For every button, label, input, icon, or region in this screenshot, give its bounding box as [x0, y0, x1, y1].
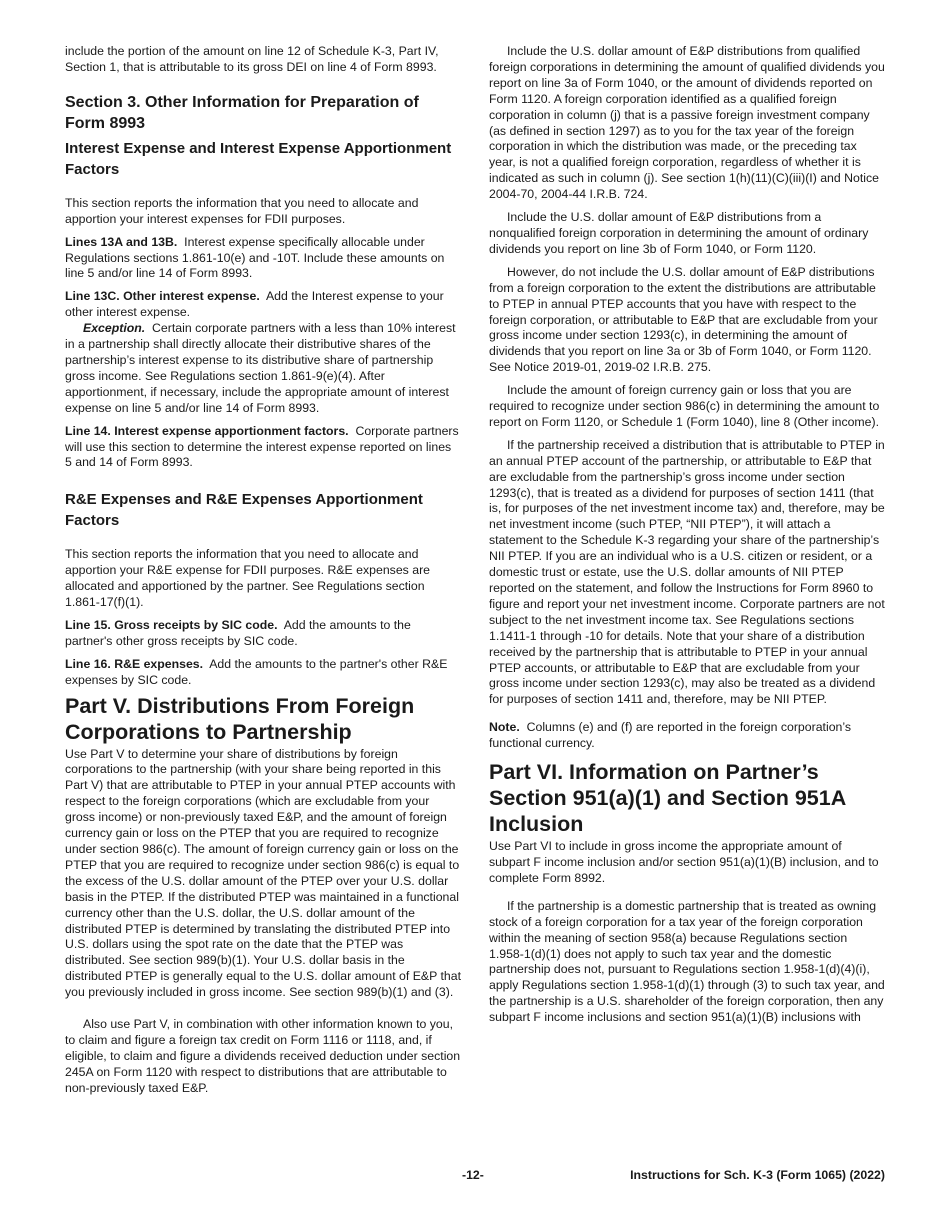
line-15-text: Add the amounts to the partner's other gross receipts by SIC code.	[65, 617, 411, 648]
paragraph-intro: include the portion of the amount on line 12 of Schedule K-3, Part IV, Section 1, that is attributable to its gross DEI on line 4 of Form 8993.	[65, 44, 439, 74]
paragraph-line-14	[65, 424, 461, 472]
paragraph-re-intro: This section reports the information that you need to allocate and apportion your R&E expense for FDII purposes. R&E expenses are allocated and apportioned by the partner. See Regulations section 1.861-17(f)(1).	[65, 547, 430, 610]
note-label: Note.	[489, 720, 520, 735]
paragraph-part-vi-2: If the partnership is a domestic partnership that is treated as owning stock of a foreign corporation for a tax year of the foreign corporation within the meaning of section 958(a) because Regulations section 1.958-1(d)(1) does not apply to such tax year and the domestic partnership does not, pursuant to Regulations section 1.958-1(d)(4)(i), apply Regulations section 1.958-1(d)(1) through (3) to such tax year, and the partnership is a U.S. shareholder of the foreign corporation, then any subpart F income inclusions and section 951(a)(1)(B) inclusions with	[489, 898, 885, 1025]
paragraph-exception	[65, 321, 461, 416]
page-number: -12-	[462, 1168, 484, 1182]
paragraph-part-vi-1: Use Part VI to include in gross income the appropriate amount of subpart F income inclusion and/or section 951(a)(1)(B) inclusion, and to complete Form 8992.	[489, 839, 879, 885]
heading-section-3: Section 3. Other Information for Preparation of Form 8993	[65, 93, 419, 132]
paragraph-line-16	[65, 657, 461, 689]
paragraph-line-13c	[65, 289, 461, 321]
paragraph-interest-intro: This section reports the information that you need to allocate and apportion your interest expenses for FDII purposes.	[65, 195, 419, 226]
heading-part-v: Part V. Distributions From Foreign Corporations to Partnership	[65, 693, 415, 744]
paragraph-nii-ptep: If the partnership received a distribution that is attributable to PTEP in an annual PTEP account of the partnership, or attributable to E&P that are excludable from the partnership’s gross income under section 1293(c), that is treated as a dividend for purposes of section 1411 (that is, for purposes of the net investment income tax) and, therefore, may be net investment income (such PTEP, “NII PTEP”), it will attach a statement to the Schedule K-3 regarding your share of the partnership’s NII PTEP. If you are an individual who is a U.S. citizen or resident, or a domestic trust or estate, use the U.S. dollar amounts of NII PTEP reported on the statement, and follow the Instructions for Form 8960 to figure and report your net investment income. Corporate partners are not subject to the net investment income tax. See Regulations sections 1.1411-1 through -10 for details. Note that your share of a distribution received by the partnership that is attributable to PTEP in your annual PTEP accounts, or attributable to E&P that are excludable from your gross income under section 1293(c), may also be treated as a dividend for purposes of section 1411 and, therefore, may be NII PTEP.	[489, 437, 885, 707]
paragraph-currency-gain: Include the amount of foreign currency gain or loss that you are required to recognize under section 986(c) in determining the amount to report on Form 1120, or Schedule 1 (Form 1040), line 8 (Other income).	[489, 383, 880, 429]
paragraph-ptep-exclusion: However, do not include the U.S. dollar amount of E&P distributions from a foreign corporation to the extent the distributions are attributable to PTEP in annual PTEP accounts that you have with respect to the foreign corporation, or attributable to E&P that are excludable from your gross income under section 1293(c), in determining the amount of dividends that you report on line 3a or 3b of Form 1040, or Form 1120. See Notice 2019-01, 2019-02 I.R.B. 275.	[489, 264, 878, 375]
heading-re-expenses: R&E Expenses and R&E Expenses Apportionment Factors	[65, 491, 423, 530]
lines-13a-13b-text: Interest expense specifically allocable under Regulations sections 1.861-10(e) and -10T. Include these amounts on line 5 and/or line 14 of Form 8993.	[65, 234, 445, 281]
line-13c-label: Line 13C. Other interest expense.	[65, 289, 260, 304]
right-column	[489, 44, 885, 1033]
lines-13a-13b-label: Lines 13A and 13B.	[65, 234, 178, 249]
note-text: Columns (e) and (f) are reported in the foreign corporation’s functional currency.	[489, 720, 852, 751]
heading-interest-expense: Interest Expense and Interest Expense Apportionment Factors	[65, 139, 452, 178]
paragraph-qualified-dividends: Include the U.S. dollar amount of E&P distributions from qualified foreign corporations in determining the amount of qualified dividends you report on line 3a of Form 1040, or the amount of dividends reported on Form 1120. A foreign corporation identified as a qualified foreign corporation in column (j) that is a passive foreign investment company (as defined in section 1297) as to you for the tax year of the foreign corporation in which the distribution was made, or the preceding tax year, is not a qualified foreign corporation, regardless of whether it is indicated as such in column (j). See section 1(h)(11)(C)(iii)(I) and Notice 2004-70, 2004-44 I.R.B. 724.	[489, 44, 885, 202]
heading-part-vi: Part VI. Information on Partner’s Section 951(a)(1) and Section 951A Inclusion	[489, 760, 846, 837]
line-14-text: Corporate partners will use this section to determine the interest expense reported on lines 5 and 14 of Form 8993.	[65, 423, 459, 470]
footer-document-title: Instructions for Sch. K-3 (Form 1065) (2022)	[630, 1168, 885, 1182]
exception-text: Certain corporate partners with a less than 10% interest in a partnership shall directly allocate their distributive shares of the partnership’s interest expense to its distributive share of partnership gross income. See Regulations section 1.861-9(e)(4). After apportionment, if necessary, include the appropriate amount of interest expense on line 5 and/or line 14 of Form 8993.	[65, 321, 456, 415]
paragraph-note	[489, 720, 885, 752]
line-14-label: Line 14. Interest expense apportionment factors.	[65, 423, 349, 438]
line-13c-text: Add the Interest expense to your other interest expense.	[65, 289, 444, 320]
line-15-label: Line 15. Gross receipts by SIC code.	[65, 617, 278, 632]
left-column	[65, 44, 461, 1104]
paragraph-line-15	[65, 618, 461, 650]
exception-label: Exception.	[83, 321, 146, 336]
paragraph-nonqualified-dividends: Include the U.S. dollar amount of E&P distributions from a nonqualified foreign corporation in determining the amount of ordinary dividends you report on line 3b of Form 1040, or Form 1120.	[489, 210, 869, 256]
paragraph-part-v-1: Use Part V to determine your share of distributions by foreign corporations to the partnership (with your share being reported in this Part V) that are attributable to PTEP in your annual PTEP accounts with respect to the foreign corporations (which are excludable from your gross income) or non-previously taxed E&P, and the amount of foreign currency gain or loss on the PTEP that you are required to recognize under section 986(c). The amount of foreign currency gain or loss on the PTEP that you are required to recognize under section 986(c) is equal to the excess of the U.S. dollar amount of the PTEP over your U.S. dollar basis in the PTEP. If the distributed PTEP was maintained in a functional currency other than the U.S. dollar, the U.S. dollar amount of the distributed PTEP is determined by translating the distributed PTEP into U.S. dollars using the spot rate on the date that the PTEP was distributed. See section 989(b)(1). Your U.S. dollar basis in the distributed PTEP is generally equal to the U.S. dollar amount of E&P that you previously included in gross income. See section 989(b)(1) and (3).	[65, 746, 462, 1000]
line-16-label: Line 16. R&E expenses.	[65, 656, 204, 671]
paragraph-lines-13a-13b	[65, 235, 461, 283]
paragraph-part-v-2: Also use Part V, in combination with other information known to you, to claim and figure a foreign tax credit on Form 1116 or 1118, and, if eligible, to claim and figure a dividends received deduction under section 245A on Form 1120 with respect to distributions that are attributable to non-previously taxed E&P.	[65, 1017, 461, 1095]
line-16-text: Add the amounts to the partner's other R&E expenses by SIC code.	[65, 656, 448, 687]
